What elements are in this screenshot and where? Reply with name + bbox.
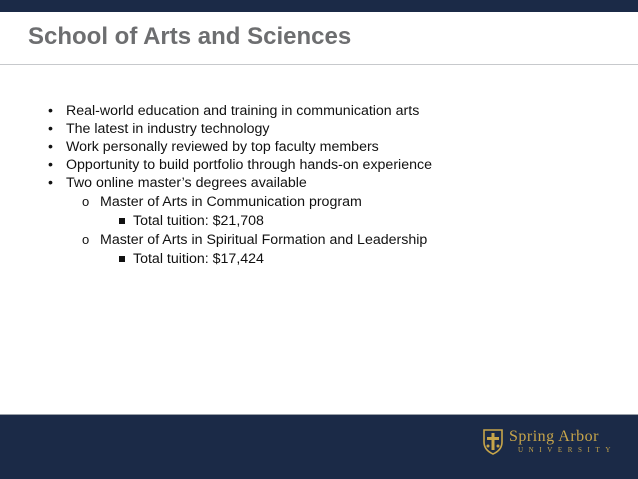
logo-wordmark: Spring Arbor bbox=[509, 428, 599, 445]
program-item bbox=[48, 231, 432, 249]
bullet-text: Real-world education and training in communication arts bbox=[66, 103, 420, 119]
tuition-text: Total tuition: $21,708 bbox=[133, 213, 264, 229]
program-name: Master of Arts in Communication program bbox=[100, 194, 362, 210]
bullet-item bbox=[48, 120, 432, 138]
slide-title: School of Arts and Sciences bbox=[28, 23, 352, 50]
bullet-marker: • bbox=[48, 121, 53, 137]
bullet-item bbox=[48, 174, 432, 192]
bullet-list bbox=[48, 102, 432, 268]
title-divider bbox=[0, 64, 638, 65]
program-item bbox=[48, 193, 432, 211]
top-bar bbox=[0, 0, 638, 12]
sub-bullet-marker: o bbox=[82, 232, 90, 247]
bullet-text: Opportunity to build portfolio through hands-on experience bbox=[66, 157, 432, 173]
bullet-marker: • bbox=[48, 157, 53, 173]
bullet-item bbox=[48, 156, 432, 174]
bullet-text: Two online master’s degrees available bbox=[66, 175, 307, 191]
logo-subtitle: UNIVERSITY bbox=[518, 446, 616, 454]
tuition-item bbox=[48, 250, 432, 268]
bullet-item bbox=[48, 138, 432, 156]
sub-bullet-marker: o bbox=[82, 194, 90, 209]
tuition-item bbox=[48, 212, 432, 230]
bullet-marker: • bbox=[48, 139, 53, 155]
bullet-item bbox=[48, 102, 432, 120]
bullet-text: Work personally reviewed by top faculty members bbox=[66, 139, 379, 155]
bullet-marker: • bbox=[48, 103, 53, 119]
program-name: Master of Arts in Spiritual Formation and Leadership bbox=[100, 232, 428, 248]
shield-cross-icon bbox=[482, 427, 504, 455]
bullet-text: The latest in industry technology bbox=[66, 121, 270, 137]
bullet-marker: • bbox=[48, 175, 53, 191]
square-bullet-icon bbox=[119, 256, 125, 262]
tuition-text: Total tuition: $17,424 bbox=[133, 251, 264, 267]
square-bullet-icon bbox=[119, 218, 125, 224]
